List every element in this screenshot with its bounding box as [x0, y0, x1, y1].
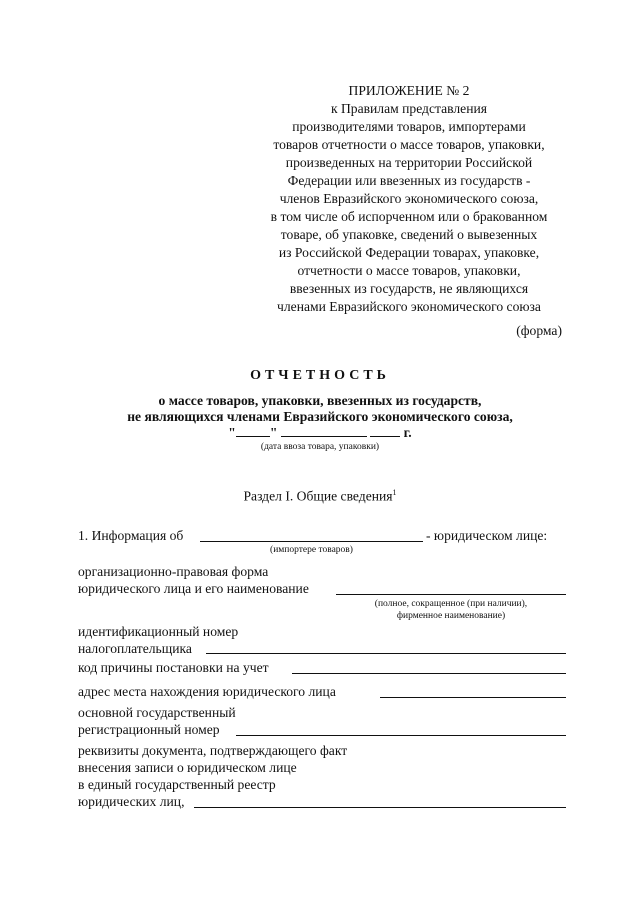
document-subtitle [0, 393, 640, 425]
address-label: адрес места нахождения юридического лица [78, 684, 336, 699]
legal-form-label-line1: организационно-правовая форма [78, 564, 269, 579]
kpp-field[interactable] [292, 673, 566, 674]
annex-line: к Правилам представления [330, 101, 488, 116]
subtitle-line: не являющихся членами Евразийского экономического союза, [127, 409, 513, 424]
date-year-field[interactable] [370, 425, 400, 437]
date-close-quote: " [269, 425, 278, 440]
item1-entity-type-field[interactable] [200, 541, 423, 542]
annex-line: в том числе об испорченном или о бракованном [270, 209, 548, 224]
registry-doc-label-line1: реквизиты документа, подтверждающего факт [78, 743, 348, 758]
ogrn-field[interactable] [236, 735, 566, 736]
date-month-field[interactable] [281, 425, 367, 437]
annex-line: ввезенных из государств, не являющихся [289, 281, 529, 296]
legal-form-caption-line1: (полное, сокращенное (при наличии), [374, 599, 528, 609]
inn-label-line1: идентификационный номер [78, 624, 239, 639]
item1-prefix: 1. Информация об [78, 528, 184, 543]
annex-heading: ПРИЛОЖЕНИЕ № 2 [348, 83, 470, 98]
item1-suffix: - юридическом лице: [426, 528, 548, 543]
annex-line: товаров отчетности о массе товаров, упаковки, [273, 137, 545, 152]
form-label: (форма) [516, 323, 562, 338]
section-footnote-mark: 1 [392, 488, 397, 497]
date-caption: (дата ввоза товара, упаковки) [260, 442, 380, 452]
registry-doc-label-line3: в единый государственный реестр [78, 777, 276, 792]
document-title: ОТЧЕТНОСТЬ [250, 368, 390, 383]
legal-form-caption [336, 598, 566, 622]
ogrn-label-line2: регистрационный номер [78, 722, 220, 737]
annex-line: Федерации или ввезенных из государств - [287, 173, 531, 188]
item1-caption: (импортере товаров) [270, 545, 353, 555]
annex-line: из Российской Федерации товарах, упаковке, [278, 245, 540, 260]
section-title-text: Раздел I. Общие сведения [243, 488, 393, 504]
date-year-suffix: г. [403, 425, 412, 440]
subtitle-line: о массе товаров, упаковки, ввезенных из государств, [158, 393, 482, 408]
date-day-field[interactable] [236, 425, 270, 437]
section-title [0, 488, 640, 505]
inn-label-line2: налогоплательщика [78, 641, 192, 656]
registry-doc-label-line4: юридических лиц, [78, 794, 185, 809]
address-field[interactable] [380, 697, 566, 698]
annex-line: производителями товаров, импортерами [292, 119, 526, 134]
annex-line: товаре, об упаковке, сведений о вывезенных [280, 227, 538, 242]
annex-line: произведенных на территории Российской [285, 155, 533, 170]
annex-line: отчетности о массе товаров, упаковки, [297, 263, 521, 278]
legal-form-caption-line2: фирменное наименование) [396, 611, 506, 621]
annex-block [240, 82, 578, 316]
kpp-label: код причины постановки на учет [78, 660, 269, 675]
registry-doc-label-line2: внесения записи о юридическом лице [78, 760, 297, 775]
registry-doc-field[interactable] [194, 807, 566, 808]
date-open-quote: " [228, 425, 236, 440]
date-line [0, 425, 640, 441]
inn-field[interactable] [206, 653, 566, 654]
legal-form-label-line2: юридического лица и его наименование [78, 581, 309, 596]
annex-line: членами Евразийского экономического союза [277, 299, 541, 314]
legal-form-name-field[interactable] [336, 594, 566, 595]
annex-line: членов Евразийского экономического союза, [279, 191, 539, 206]
ogrn-label-line1: основной государственный [78, 705, 236, 720]
